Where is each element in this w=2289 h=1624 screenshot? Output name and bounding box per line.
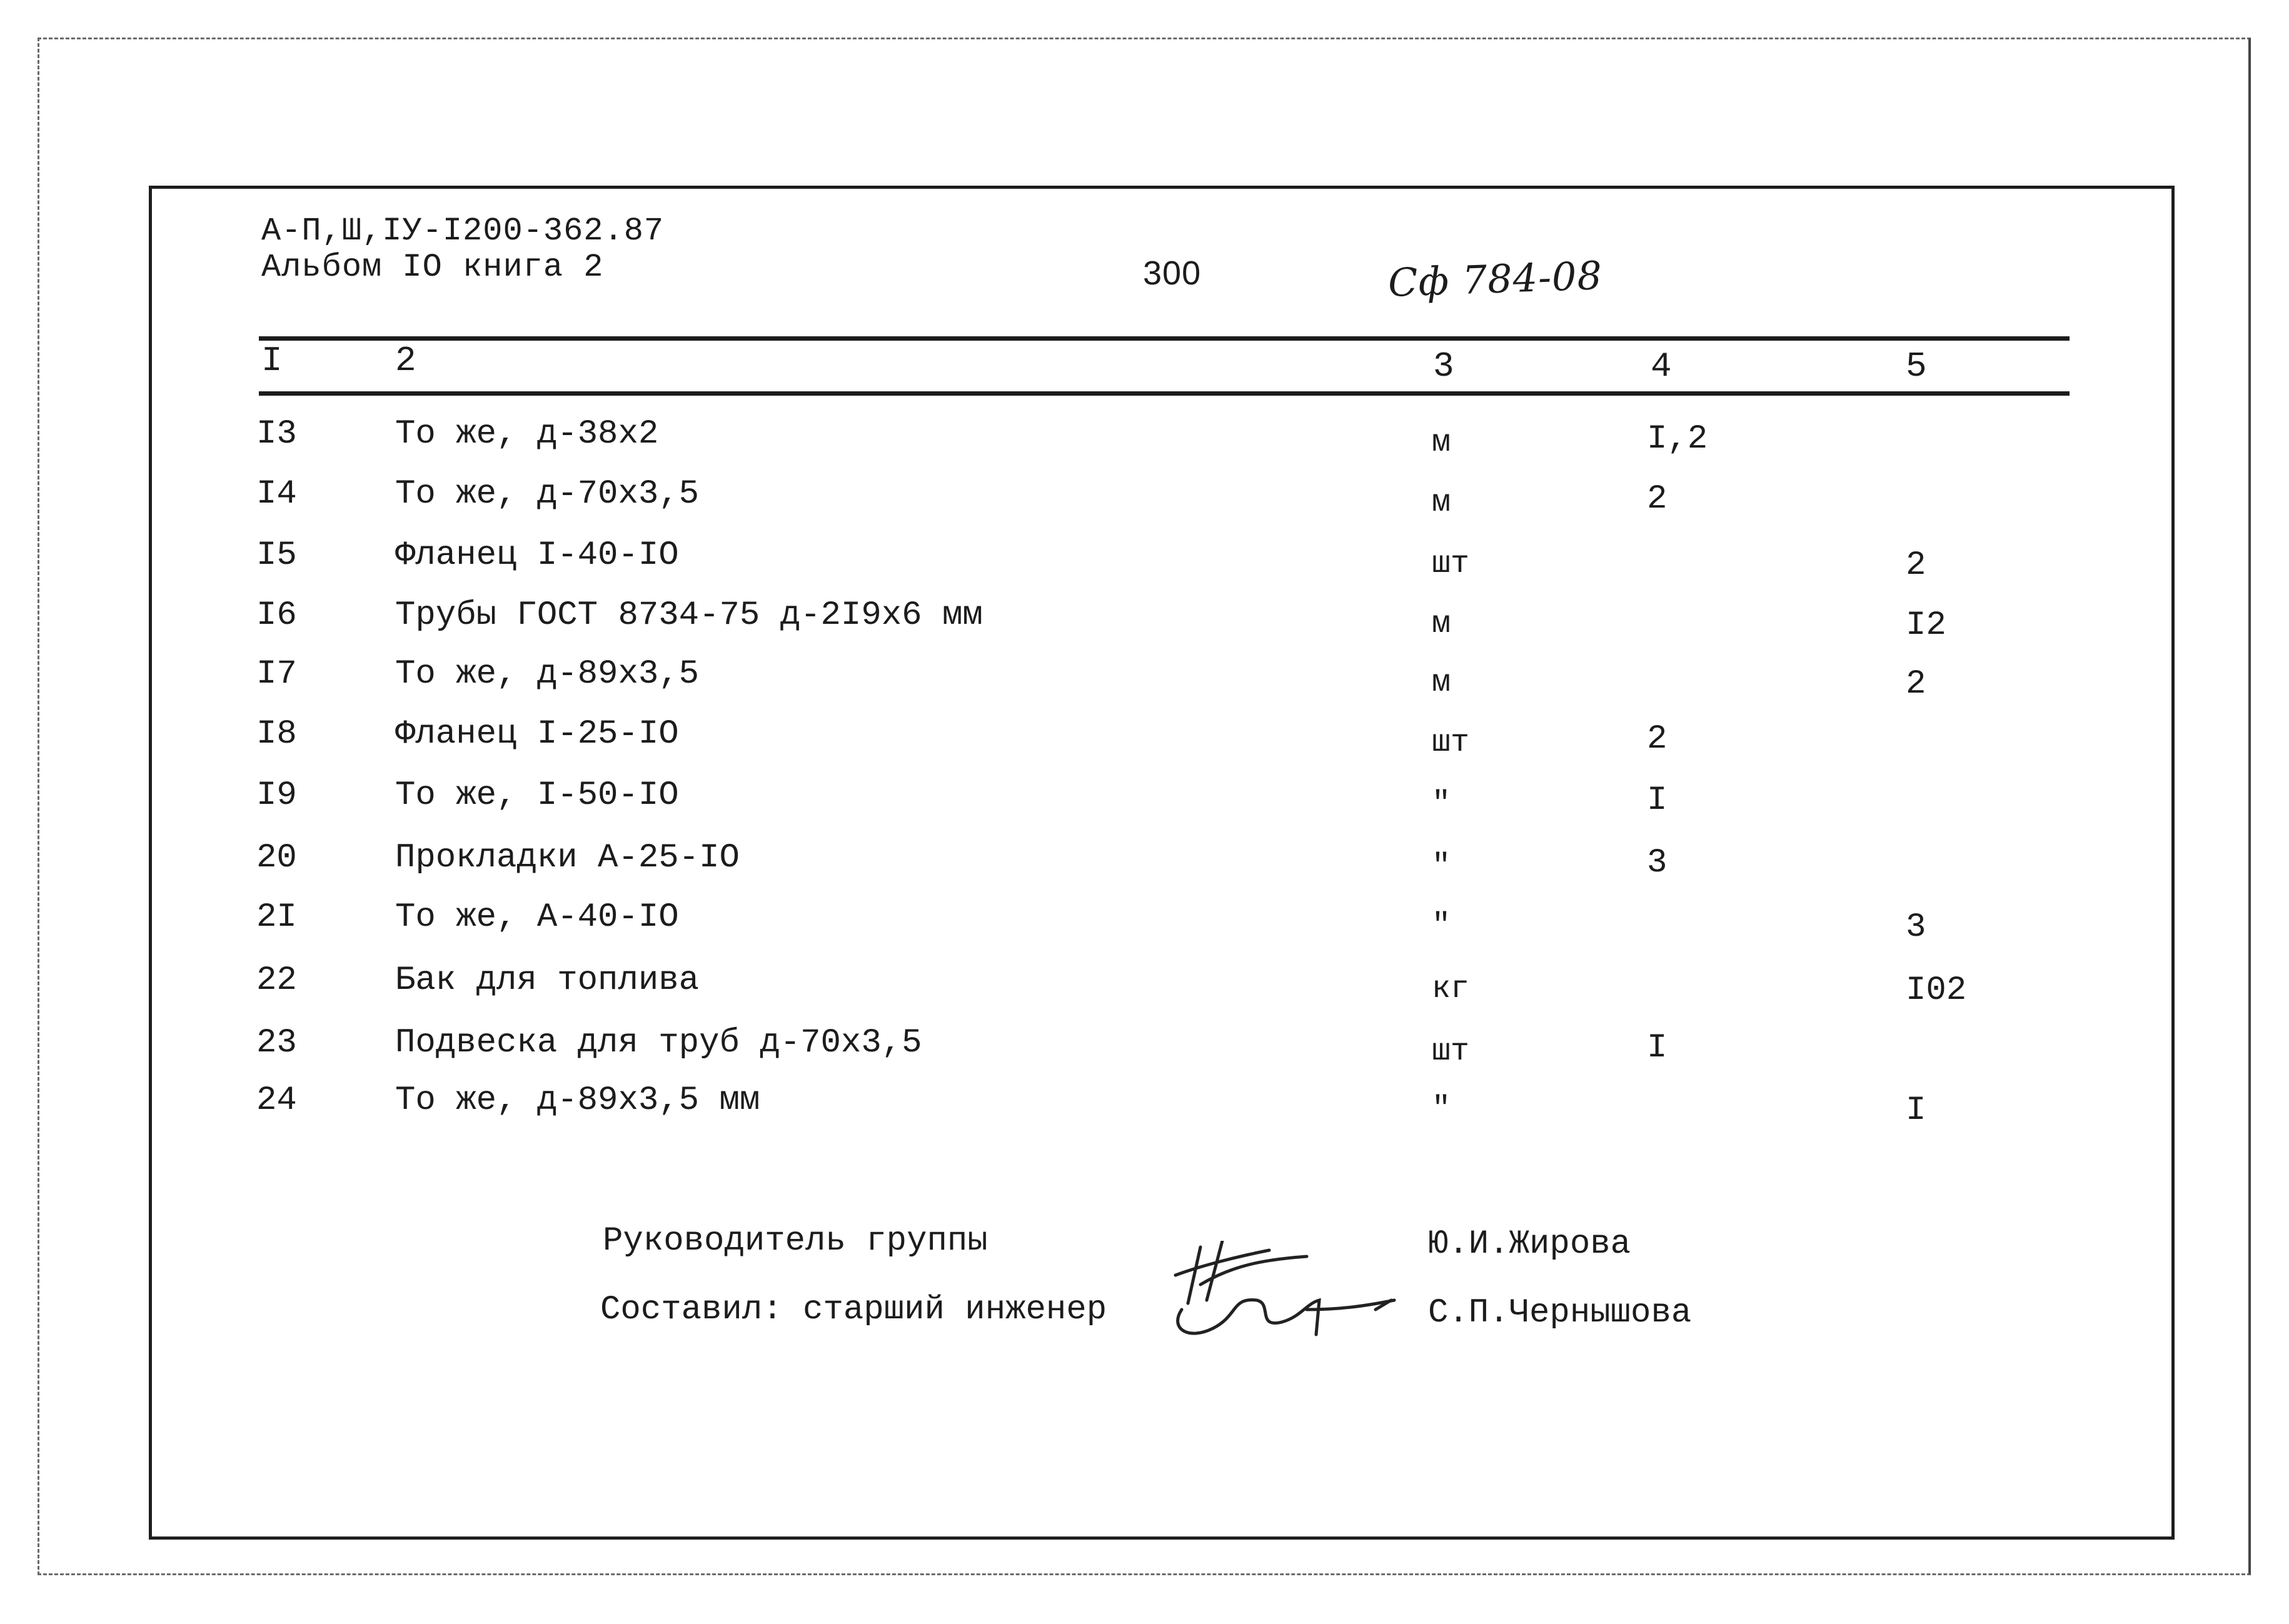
unit: шт	[1432, 1034, 1470, 1070]
unit: "	[1432, 849, 1451, 885]
unit: м	[1432, 665, 1451, 701]
quantity-col5: 3	[1906, 908, 1926, 946]
quantity-col5: 2	[1906, 665, 1926, 703]
table-row	[0, 415, 2289, 471]
table-row	[0, 475, 2289, 531]
column-header-5: 5	[1906, 346, 1927, 386]
group-lead-label: Руководитель группы	[603, 1222, 988, 1260]
unit: м	[1432, 606, 1451, 642]
row-number: 24	[256, 1081, 297, 1120]
table-row	[0, 1024, 2289, 1080]
quantity-col4: 2	[1647, 720, 1668, 758]
quantity-col4: I,2	[1647, 420, 1708, 458]
quantity-col5: I02	[1906, 971, 1967, 1010]
unit: "	[1432, 908, 1451, 944]
row-number: I8	[256, 715, 297, 753]
quantity-col5: 2	[1906, 546, 1926, 584]
table-row	[0, 776, 2289, 833]
quantity-col4: 3	[1647, 844, 1668, 882]
table-row	[0, 961, 2289, 1018]
unit: "	[1432, 1091, 1451, 1127]
item-name: Фланец I-25-IO	[395, 715, 679, 753]
row-number: I6	[256, 596, 297, 634]
compiler-name: С.П.Чернышова	[1428, 1294, 1692, 1332]
item-name: Бак для топлива	[395, 961, 700, 1000]
column-header-4: 4	[1651, 346, 1672, 386]
item-name: Прокладки А-25-IO	[395, 839, 740, 877]
item-name: То же, д-70х3,5	[395, 475, 700, 513]
item-name: Подвеска для труб д-70х3,5	[395, 1024, 922, 1062]
handwritten-signature	[1163, 1241, 1401, 1347]
unit: шт	[1432, 546, 1470, 582]
table-row	[0, 898, 2289, 955]
quantity-col5: I2	[1906, 606, 1946, 644]
table-row	[0, 839, 2289, 895]
row-number: I5	[256, 536, 297, 574]
table-row	[0, 1081, 2289, 1138]
table-row	[0, 715, 2289, 771]
album-reference: Альбом IO книга 2	[261, 249, 604, 286]
item-name: Фланец I-40-IO	[395, 536, 679, 574]
unit: кг	[1432, 971, 1470, 1007]
archive-code: Сф 784-08	[1387, 253, 1604, 306]
quantity-col5: I	[1906, 1091, 1926, 1130]
item-name: То же, А-40-IO	[395, 898, 679, 936]
group-lead-name: Ю.И.Жирова	[1428, 1225, 1631, 1263]
row-number: I3	[256, 415, 297, 453]
row-number: 23	[256, 1024, 297, 1062]
table-top-rule	[259, 336, 2070, 341]
row-number: 20	[256, 839, 297, 877]
item-name: То же, д-89х3,5 мм	[395, 1081, 760, 1120]
table-row	[0, 596, 2289, 653]
row-number: 22	[256, 961, 297, 1000]
table-row	[0, 655, 2289, 711]
compiler-label: Составил: старший инженер	[600, 1291, 1107, 1329]
table-header-rule	[259, 391, 2070, 396]
column-header-3: 3	[1433, 346, 1454, 386]
table-row	[0, 536, 2289, 593]
document-code: А-П,Ш,IУ-I200-362.87	[261, 213, 665, 249]
quantity-col4: I	[1647, 781, 1668, 820]
unit: м	[1432, 485, 1451, 521]
item-name: Трубы ГОСТ 8734-75 д-2I9х6 мм	[395, 596, 983, 634]
column-header-1: I	[261, 341, 283, 381]
row-number: I9	[256, 776, 297, 815]
row-number: I7	[256, 655, 297, 693]
item-name: То же, д-38х2	[395, 415, 659, 453]
item-name: То же, д-89х3,5	[395, 655, 700, 693]
column-header-2: 2	[395, 341, 416, 381]
row-number: I4	[256, 475, 297, 513]
row-number: 2I	[256, 898, 297, 936]
page-number: 300	[1143, 254, 1202, 292]
unit: шт	[1432, 725, 1470, 761]
unit: "	[1432, 786, 1451, 822]
quantity-col4: 2	[1647, 480, 1668, 518]
unit: м	[1432, 425, 1451, 461]
item-name: То же, I-50-IO	[395, 776, 679, 815]
quantity-col4: I	[1647, 1029, 1668, 1067]
